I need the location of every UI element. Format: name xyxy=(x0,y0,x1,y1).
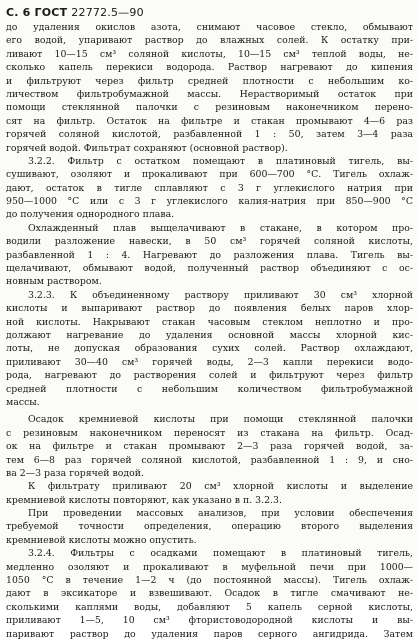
text-line: Охлажденный плав выщелачивают в стакане, в котором про- xyxy=(28,222,413,234)
text-line: ва 2—3 раза горячей водой. xyxy=(6,467,144,479)
text-line: помощи стеклянной палочки с резиновым наконечником перено- xyxy=(6,102,413,114)
body-text xyxy=(6,21,413,641)
text-line: 3.2.3. К объединенному раствору приливают 30 см³ хлорной xyxy=(28,289,413,301)
text-line: паривают раствор до удаления паров серного ангидрида. Затем xyxy=(6,628,413,640)
text-line: дают в эксикаторе и взвешивают. Осадок в тигле смачивают не- xyxy=(6,588,413,600)
text-line: 3.2.4. Фильтры с осадками помещают в платиновый тигель, xyxy=(28,548,413,560)
text-line: требуемой точности определения, операцию второго выделения xyxy=(6,521,413,533)
text-line: ливают 10—15 см³ соляной кислоты, 10—15 см³ теплой воды, не- xyxy=(6,48,413,60)
text-line: ок на фильтре и стакан промывают 2—3 раза горячей водой, за- xyxy=(6,441,413,453)
text-line: К фильтрату приливают 20 см³ хлорной кислоты и выделение xyxy=(28,481,413,493)
text-line: массы. xyxy=(6,396,40,408)
text-line: сколько капель перекиси водорода. Раствор нагревают до кипения xyxy=(6,62,413,74)
text-line: и фильтруют через фильтр средней плотности с небольшим ко- xyxy=(6,75,413,87)
text-line: 1050 °С в течение 1—2 ч (до постоянной массы). Тигель охлаж- xyxy=(6,575,413,587)
text-line: медленно озоляют и прокаливают в муфельной печи при 1000— xyxy=(6,561,413,573)
text-line: лоты, не допуская образования сухих солей. Раствор охлаждают, xyxy=(6,343,413,355)
text-line: новным раствором. xyxy=(6,276,102,288)
text-line: 3.2.2. Фильтр с остатком помещают в платиновый тигель, вы- xyxy=(28,155,413,167)
text-line: приливают 1—5, 10 см³ фтористоводородной кислоты и вы- xyxy=(6,615,413,627)
text-line: горячей соляной кислотой, разбавленной 1 : 50, затем 3—4 раза xyxy=(6,129,413,141)
page-header xyxy=(6,6,144,19)
text-line: Осадок кремниевой кислоты при помощи стеклянной палочки xyxy=(28,414,413,426)
text-line: с резиновым наконечником переносят из стакана на фильтр. Осад- xyxy=(6,427,413,439)
standard-label: ГОСТ xyxy=(34,6,68,19)
text-line: разбавленной 1 : 4. Нагревают до разложения плава. Тигель вы- xyxy=(6,249,413,261)
text-line: кремниевой кислоты повторяют, как указано в п. 3.2.3. xyxy=(6,494,282,506)
text-line: горячей водой. Фильтрат сохраняют (основной раствор). xyxy=(6,142,288,154)
text-line: до удаления окислов азота, снимают часовое стекло, обмывают xyxy=(6,22,413,33)
text-line: средней плотности с небольшим количеством фильтробумажной xyxy=(6,383,413,395)
text-line: щелачивают, обмывают водой, полученный раствор объединяют с ос- xyxy=(6,263,413,275)
text-line: кислоты и выпаривают раствор до появления белых паров хлор- xyxy=(6,303,413,315)
text-line: приливают 30—40 см³ горячей воды, 2—3 капли перекиси водо- xyxy=(6,356,413,368)
text-line: тем 6—8 раз горячей соляной кислотой, разбавленной 1 : 9, и сно- xyxy=(6,454,413,466)
text-line: сушивают, озоляют и прокаливают при 600—700 °С. Тигель охлаж- xyxy=(6,169,413,181)
text-line: водили разложение навески, в 50 см³ горячей соляной кислоты, xyxy=(6,236,413,248)
text-line: до получения однородного плава. xyxy=(6,209,175,221)
text-line: При проведении массовых анализов, при условии обеспечения xyxy=(28,508,413,520)
text-line: сколькими каплями воды, добавляют 5 капель серной кислоты, xyxy=(6,601,413,613)
standard-number: 22772.5—90 xyxy=(71,6,144,19)
text-line: сят на фильтр. Остаток на фильтре и стакан промывают 4—6 раз xyxy=(6,115,413,127)
text-line: рода, нагревают до растворения солей и фильтруют через фильтр xyxy=(6,370,413,382)
page-number: С. 6 xyxy=(6,6,31,19)
text-line: дают, остаток в тигле сплавляют с 3 г углекислого натрия при xyxy=(6,182,413,194)
text-line: ной кислоты. Накрывают стакан часовым стеклом неплотно и про- xyxy=(6,316,413,328)
text-line: его водой, упаривают раствор до влажных солей. К остатку при- xyxy=(6,35,413,47)
text-line: личеством фильтробумажной массы. Нерастворимый остаток при xyxy=(6,88,413,100)
text-line: 950—1000 °С или с 3 г углекислого калия-натрия при 850—900 °С xyxy=(6,196,413,208)
text-line: должают нагревание до удаления основной массы хлорной кис- xyxy=(6,329,413,341)
text-line: кремниевой кислоты можно опустить. xyxy=(6,534,197,546)
